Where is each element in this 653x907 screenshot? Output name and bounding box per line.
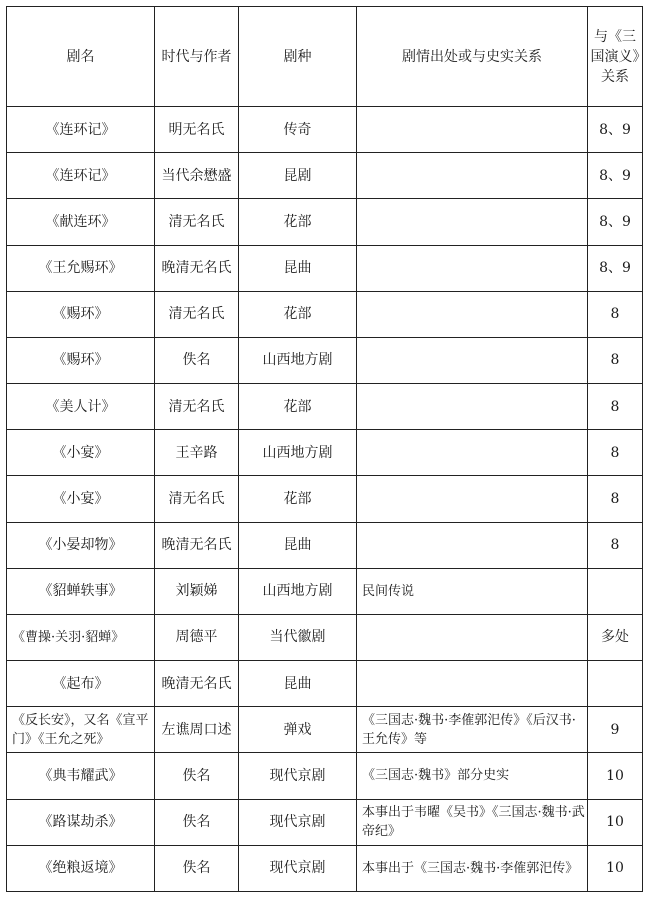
cell-relation [588,568,643,614]
cell-era-author: 清无名氏 [155,384,239,430]
cell-play-name: 《小宴》 [7,430,155,476]
table-row [7,107,643,153]
cell-era-author: 清无名氏 [155,291,239,337]
header-era-author: 时代与作者 [155,7,239,107]
table-row [7,476,643,522]
cell-genre: 花部 [239,384,357,430]
cell-play-name: 《反长安》，又名《宣平门》《王允之死》 [7,707,155,753]
cell-relation: 8 [588,384,643,430]
cell-play-name: 《赐环》 [7,291,155,337]
cell-era-author: 左谯周口述 [155,707,239,753]
cell-relation: 9 [588,707,643,753]
cell-genre: 花部 [239,291,357,337]
cell-play-name: 《曹操·关羽·貂蝉》 [7,614,155,660]
cell-play-name: 《绝粮返境》 [7,845,155,891]
cell-genre: 昆剧 [239,153,357,199]
cell-play-name: 《王允赐环》 [7,245,155,291]
table-row [7,291,643,337]
cell-source [357,614,588,660]
cell-genre: 现代京剧 [239,845,357,891]
cell-source [357,476,588,522]
table-row [7,845,643,891]
cell-era-author: 清无名氏 [155,476,239,522]
cell-relation [588,661,643,707]
cell-genre: 花部 [239,476,357,522]
cell-era-author: 佚名 [155,845,239,891]
cell-source [357,661,588,707]
cell-relation: 8 [588,522,643,568]
cell-relation: 8、9 [588,153,643,199]
cell-era-author: 当代余懋盛 [155,153,239,199]
cell-genre: 昆曲 [239,661,357,707]
cell-relation: 10 [588,753,643,799]
table-row [7,153,643,199]
cell-source [357,245,588,291]
cell-genre: 昆曲 [239,522,357,568]
table-row [7,199,643,245]
table-body [7,107,643,892]
table-row [7,337,643,383]
cell-era-author: 晚清无名氏 [155,661,239,707]
cell-relation: 多处 [588,614,643,660]
cell-play-name: 《小宴》 [7,476,155,522]
table-row [7,430,643,476]
cell-era-author: 清无名氏 [155,199,239,245]
cell-play-name: 《美人计》 [7,384,155,430]
cell-genre: 花部 [239,199,357,245]
cell-era-author: 刘颖娣 [155,568,239,614]
header-row [7,7,643,107]
cell-era-author: 佚名 [155,753,239,799]
table-row [7,753,643,799]
cell-genre: 弹戏 [239,707,357,753]
cell-source [357,199,588,245]
cell-source: 《三国志·魏书·李傕郭汜传》《后汉书·王允传》等 [357,707,588,753]
cell-era-author: 晚清无名氏 [155,245,239,291]
cell-genre: 昆曲 [239,245,357,291]
cell-play-name: 《貂蝉轶事》 [7,568,155,614]
cell-source [357,153,588,199]
cell-relation: 8、9 [588,107,643,153]
cell-play-name: 《路谋劫杀》 [7,799,155,845]
table-row [7,384,643,430]
cell-relation: 8 [588,476,643,522]
cell-source [357,430,588,476]
cell-source [357,522,588,568]
cell-relation: 8、9 [588,245,643,291]
plays-table [6,6,643,892]
cell-source: 本事出于《三国志·魏书·李傕郭汜传》 [357,845,588,891]
cell-play-name: 《起布》 [7,661,155,707]
cell-genre: 山西地方剧 [239,430,357,476]
cell-relation: 10 [588,799,643,845]
header-genre: 剧种 [239,7,357,107]
table-row [7,707,643,753]
table-row [7,614,643,660]
cell-source: 民间传说 [357,568,588,614]
cell-source [357,291,588,337]
cell-play-name: 《赐环》 [7,337,155,383]
table-row [7,568,643,614]
cell-era-author: 晚清无名氏 [155,522,239,568]
cell-relation: 8 [588,337,643,383]
table-row [7,522,643,568]
cell-era-author: 明无名氏 [155,107,239,153]
cell-genre: 山西地方剧 [239,337,357,383]
header-relation: 与《三国演义》关系 [588,7,643,107]
cell-source [357,337,588,383]
cell-play-name: 《小晏却物》 [7,522,155,568]
cell-source [357,384,588,430]
cell-genre: 当代徽剧 [239,614,357,660]
cell-play-name: 《连环记》 [7,107,155,153]
cell-era-author: 佚名 [155,799,239,845]
cell-source [357,107,588,153]
cell-relation: 8 [588,291,643,337]
cell-genre: 传奇 [239,107,357,153]
cell-genre: 现代京剧 [239,753,357,799]
table-row [7,799,643,845]
cell-play-name: 《献连环》 [7,199,155,245]
header-name: 剧名 [7,7,155,107]
cell-source: 《三国志·魏书》部分史实 [357,753,588,799]
cell-source: 本事出于韦曜《吴书》《三国志·魏书·武帝纪》 [357,799,588,845]
cell-relation: 8、9 [588,199,643,245]
header-source: 剧情出处或与史实关系 [357,7,588,107]
cell-era-author: 周德平 [155,614,239,660]
cell-relation: 10 [588,845,643,891]
table-row [7,661,643,707]
cell-play-name: 《连环记》 [7,153,155,199]
table-row [7,245,643,291]
cell-play-name: 《典韦耀武》 [7,753,155,799]
cell-era-author: 佚名 [155,337,239,383]
cell-relation: 8 [588,430,643,476]
cell-genre: 山西地方剧 [239,568,357,614]
cell-genre: 现代京剧 [239,799,357,845]
cell-era-author: 王辛路 [155,430,239,476]
